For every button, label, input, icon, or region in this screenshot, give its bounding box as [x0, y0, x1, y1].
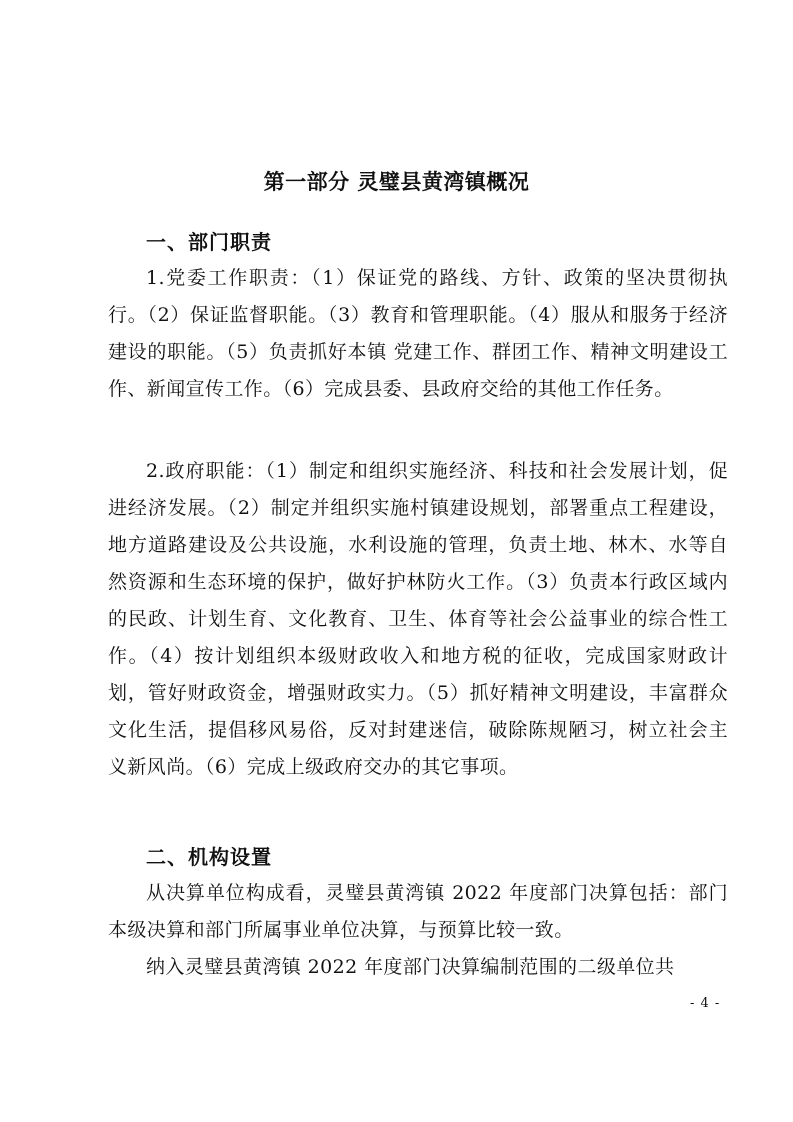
paragraph-government-functions: 2.政府职能：（1）制定和组织实施经济、科技和社会发展计划，促进经济发展。（2）制定并组织实施村镇建设规划，部署重点工程建设，地方道路建设及公共设施，水利设施的管理，负责土地、林木、水等自然资源和生态环境的保护，做好护林防火工作。（3）负责本行政区域内的民政、计划生育、文化教育、卫生、体育等社会公益事业的综合性工作。（4）按计划组织本级财政收入和地方税的征收，完成国家财政计划，管好财政资金，增强财政实力。（5）抓好精神文明建设，丰富群众文化生活，提倡移风易俗，反对封建迷信，破除陈规陋习，树立社会主义新风尚。（6）完成上级政府交办的其它事项。 [108, 460, 728, 778]
section-heading-duties: 一、部门职责 [146, 230, 272, 254]
paragraph-secondary-units: 纳入灵璧县黄湾镇 2022 年度部门决算编制范围的二级单位共 [146, 956, 675, 978]
paragraph-budget-units: 从决算单位构成看，灵璧县黄湾镇 2022 年度部门决算包括：部门本级决算和部门所属事业单位决算，与预算比较一致。 [108, 882, 728, 941]
paragraph-party-duties: 1.党委工作职责：（1）保证党的路线、方针、政策的坚决贯彻执行。（2）保证监督职能。（3）教育和管理职能。（4）服从和服务于经济建设的职能。（5）负责抓好本镇 党建工作、群团工作、精神文明建设工作、新闻宣传工作。（6）完成县委、县政府交给的其他工作任务。 [108, 267, 728, 400]
section-heading-organization: 二、机构设置 [146, 845, 272, 869]
page-title: 第一部分 灵璧县黄湾镇概况 [263, 170, 530, 194]
page-number: - 4 - [690, 996, 721, 1011]
